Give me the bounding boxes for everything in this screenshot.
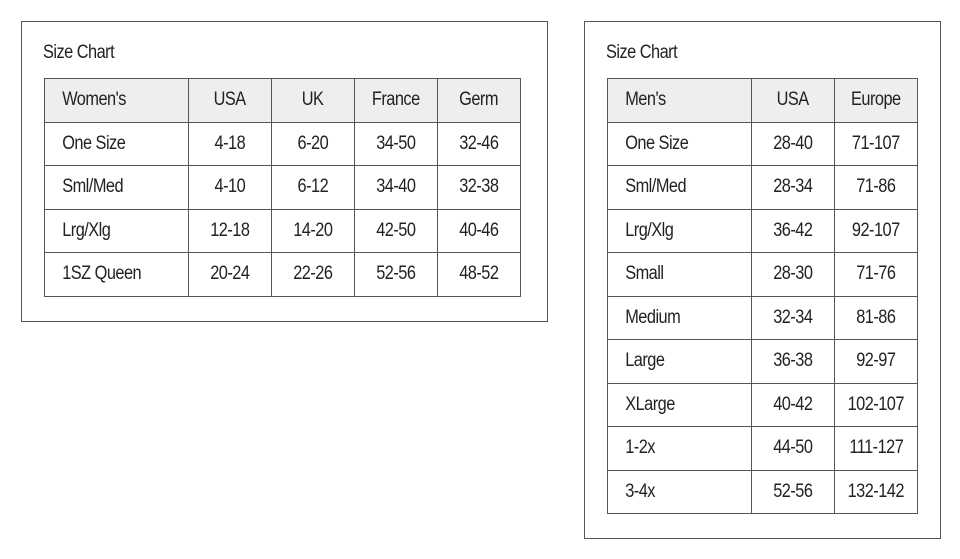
- size-value-cell: 6-12: [272, 166, 355, 210]
- size-value-cell: 32-38: [438, 166, 521, 210]
- size-value-cell: 14-20: [272, 209, 355, 253]
- table-row: [608, 383, 918, 427]
- size-value-cell: 71-76: [835, 253, 918, 297]
- header-cell: USA: [189, 79, 272, 123]
- women-size-chart-title: Size Chart: [43, 42, 115, 63]
- size-label-cell: Sml/Med: [45, 166, 189, 210]
- size-value-cell: 81-86: [835, 296, 918, 340]
- table-row: [608, 470, 918, 514]
- men-size-table: [607, 78, 918, 514]
- size-value-cell: 48-52: [438, 253, 521, 297]
- size-label-cell: Lrg/Xlg: [45, 209, 189, 253]
- table-row: [45, 253, 521, 297]
- size-label-cell: 1SZ Queen: [45, 253, 189, 297]
- size-value-cell: 32-46: [438, 122, 521, 166]
- men-size-chart-panel: [584, 21, 941, 539]
- size-label-cell: 3-4x: [608, 470, 752, 514]
- size-value-cell: 71-107: [835, 122, 918, 166]
- size-value-cell: 28-30: [752, 253, 835, 297]
- size-value-cell: 36-42: [752, 209, 835, 253]
- size-label-cell: Lrg/Xlg: [608, 209, 752, 253]
- size-value-cell: 4-18: [189, 122, 272, 166]
- size-value-cell: 34-50: [355, 122, 438, 166]
- table-row: [608, 209, 918, 253]
- size-value-cell: 40-46: [438, 209, 521, 253]
- header-cell: Men's: [608, 79, 752, 123]
- men-size-chart-title: Size Chart: [606, 42, 678, 63]
- size-value-cell: 12-18: [189, 209, 272, 253]
- size-value-cell: 22-26: [272, 253, 355, 297]
- size-label-cell: One Size: [45, 122, 189, 166]
- table-row: [608, 122, 918, 166]
- size-value-cell: 28-40: [752, 122, 835, 166]
- size-label-cell: 1-2x: [608, 427, 752, 471]
- size-value-cell: 44-50: [752, 427, 835, 471]
- size-value-cell: 32-34: [752, 296, 835, 340]
- table-row: [45, 122, 521, 166]
- header-cell: USA: [752, 79, 835, 123]
- size-value-cell: 111-127: [835, 427, 918, 471]
- size-label-cell: Medium: [608, 296, 752, 340]
- header-cell: Women's: [45, 79, 189, 123]
- table-row: [608, 296, 918, 340]
- table-row: [608, 166, 918, 210]
- size-value-cell: 6-20: [272, 122, 355, 166]
- table-header-row: [608, 79, 918, 123]
- size-value-cell: 52-56: [355, 253, 438, 297]
- size-label-cell: Sml/Med: [608, 166, 752, 210]
- size-value-cell: 4-10: [189, 166, 272, 210]
- size-value-cell: 34-40: [355, 166, 438, 210]
- size-value-cell: 92-107: [835, 209, 918, 253]
- size-value-cell: 42-50: [355, 209, 438, 253]
- table-row: [608, 427, 918, 471]
- size-value-cell: 52-56: [752, 470, 835, 514]
- size-label-cell: Large: [608, 340, 752, 384]
- women-size-table: [44, 78, 521, 297]
- size-value-cell: 36-38: [752, 340, 835, 384]
- size-value-cell: 92-97: [835, 340, 918, 384]
- table-row: [608, 253, 918, 297]
- table-header-row: [45, 79, 521, 123]
- size-label-cell: Small: [608, 253, 752, 297]
- table-row: [45, 166, 521, 210]
- size-value-cell: 20-24: [189, 253, 272, 297]
- size-value-cell: 28-34: [752, 166, 835, 210]
- header-cell: Europe: [835, 79, 918, 123]
- size-value-cell: 71-86: [835, 166, 918, 210]
- header-cell: France: [355, 79, 438, 123]
- header-cell: UK: [272, 79, 355, 123]
- table-row: [45, 209, 521, 253]
- size-value-cell: 40-42: [752, 383, 835, 427]
- women-size-chart-panel: [21, 21, 548, 322]
- size-value-cell: 102-107: [835, 383, 918, 427]
- size-label-cell: XLarge: [608, 383, 752, 427]
- size-value-cell: 132-142: [835, 470, 918, 514]
- size-label-cell: One Size: [608, 122, 752, 166]
- table-row: [608, 340, 918, 384]
- header-cell: Germ: [438, 79, 521, 123]
